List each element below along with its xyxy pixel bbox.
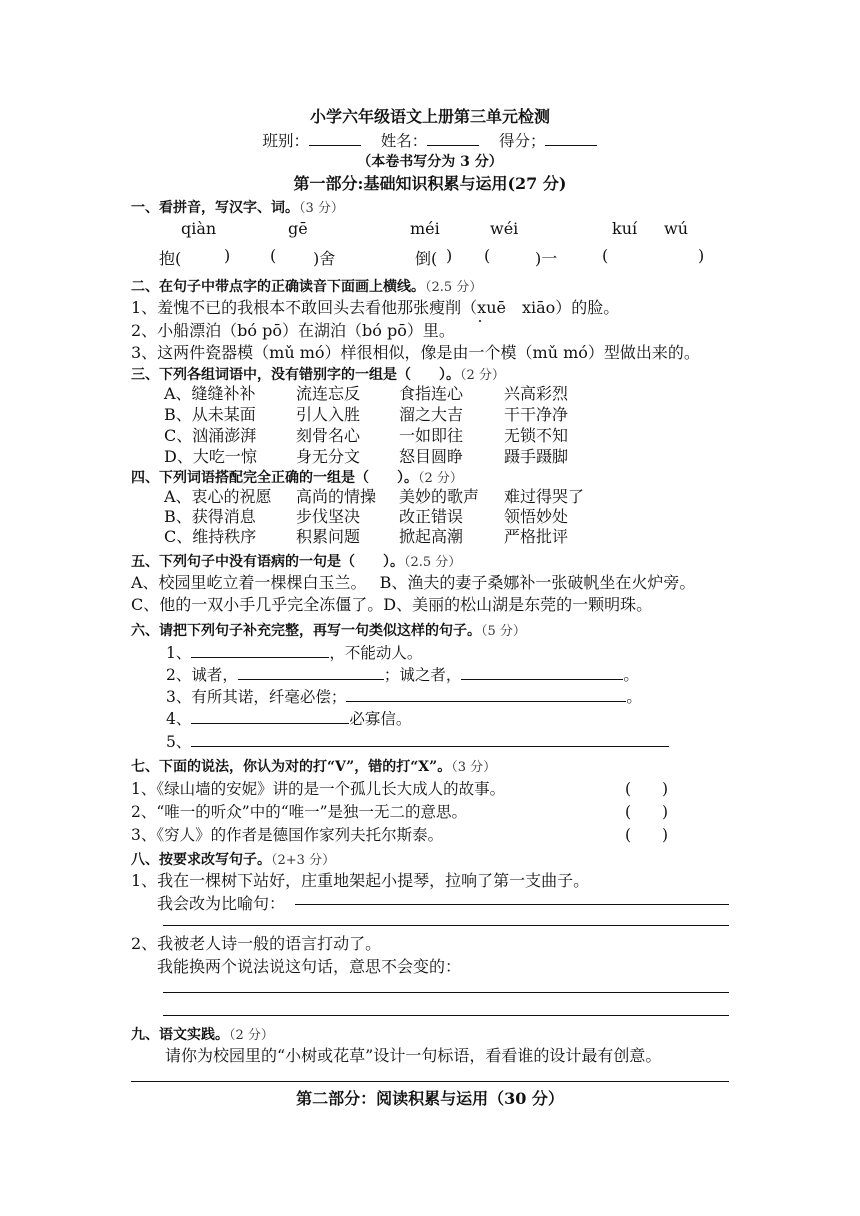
q4-heading [131,467,463,489]
q3-option-r1-c1: A、缝缝补补 [164,384,256,403]
q4-option-r1-c3: 美妙的歌声 [399,487,480,506]
q4-points: （2 分） [418,471,463,486]
q3-option-r4-c2: 身无分文 [296,447,361,466]
pinyin-wu: wú [664,219,688,238]
pinyin-kui: kuí [612,219,638,238]
q5-line-1: A、校园里屹立着一棵棵白玉兰。 B、渔夫的妻子桑娜补一张破帆坐在火炉旁。 [131,573,696,592]
q6-line-4 [166,708,411,729]
q3-option-r1-c3: 食指连心 [399,384,464,403]
q4-option-r1-c1: A、衷心的祝愿 [164,487,272,506]
q3-option-r3-c2: 刻骨名心 [296,426,361,445]
q9-points: （2 分） [229,1028,274,1043]
q6-line-2 [166,664,639,685]
q9-line-1: 请你为校园里的“小树或花草”设计一句标语，看看谁的设计最有创意。 [165,1046,662,1065]
q6-l2-text-a: 2、诚者， [166,666,238,684]
student-info-line [0,130,860,151]
writing-score-note: （本卷书写分为 3 分） [357,154,503,170]
pinyin-qian: qiàn [181,219,217,238]
q1-item-yi-open: ( [484,246,491,265]
pinyin-ge: gē [288,219,308,238]
q7-paren-2[interactable]: ( ) [625,803,669,821]
score-label: 得分； [498,132,546,150]
q6-l2-end: 。 [623,666,639,684]
q9-title: 九、语文实践。 [131,1027,229,1043]
q1-points: （3 分） [299,201,344,216]
q6-l3-text: 3、有所其诺，纤毫必偿； [166,688,347,706]
pinyin-mei: méi [410,219,440,238]
q4-option-r3-c2: 积累问题 [296,527,361,546]
q3-option-r3-c3: 一如即往 [399,426,464,445]
q1-item-she-open: ( [270,246,277,265]
q1-item-she-close: )舍 [313,249,336,268]
q8-line-2: 2、我被老人诗一般的语言打动了。 [131,934,382,953]
q3-option-r3-c1: C、汹涌澎湃 [164,426,257,445]
q8-line-1: 1、我在一棵树下站好，庄重地架起小提琴，拉响了第一支曲子。 [131,871,590,890]
q3-option-r2-c3: 溜之大吉 [399,405,464,424]
q9-heading [131,1024,274,1046]
q1-item-dao-close: ) [446,246,453,265]
q4-option-r2-c1: B、获得消息 [164,507,256,526]
q4-option-r1-c4: 难过得哭了 [504,487,585,506]
q6-line-5 [166,731,669,752]
score-blank [545,130,597,146]
q6-blank-2a[interactable] [238,664,384,680]
q1-item-last-open: ( [602,246,609,265]
q5-line-2: C、他的一双小手几乎完全冻僵了。D、美丽的松山湖是东莞的一颗明珠。 [131,595,653,614]
q5-title: 五、下列句子中没有语病的一句是（ ）。 [131,554,404,570]
q3-option-r2-c4: 干干净净 [504,405,569,424]
section-divider [131,1081,729,1082]
q6-l1-text: ，不能动人。 [329,644,423,662]
q3-points: （2 分） [460,368,505,383]
q2-heading [131,276,482,298]
q4-title: 四、下列词语搭配完全正确的一组是（ ）。 [131,470,418,486]
q8-points: （2+3 分） [271,853,336,868]
q2-line-2: 2、小船漂泊（bó pō）在湖泊（bó pō）里。 [131,321,455,340]
q6-points: （5 分） [481,624,526,639]
q2-title: 二、在句子中带点字的正确读音下面画上横线。 [131,279,425,295]
q6-blank-5[interactable] [191,731,669,747]
q2-line-3: 3、这两件瓷器模（mǔ mó）样很相似，像是由一个模（mǔ mó）型做出来的。 [131,343,700,362]
q6-blank-2b[interactable] [461,664,623,680]
q4-option-r2-c2: 步伐坚决 [296,507,361,526]
q3-option-r4-c4: 蹑手蹑脚 [504,447,569,466]
q6-blank-4[interactable] [191,708,349,724]
q3-option-r1-c4: 兴高彩烈 [504,384,569,403]
q3-title: 三、下列各组词语中，没有错别字的一组是（ ）。 [131,367,460,383]
pinyin-wei: wéi [490,219,519,238]
q7-line-2: 2、“唯一的听众”中的“唯一”是独一无二的意思。 [131,803,468,821]
q4-option-r2-c3: 改正错误 [399,507,464,526]
part2-heading: 第二部分：阅读积累与运用（30 分） [296,1089,564,1108]
q3-option-r2-c1: B、从未某面 [164,405,256,424]
q4-option-r2-c4: 领悟妙处 [504,507,569,526]
q6-l4-num: 4、 [166,710,192,728]
q2-line-1: 1、羞愧不已的我根本不敢回头去看他那张瘦削（xuē xiāo）的脸。 [131,298,620,317]
q7-paren-1[interactable]: ( ) [625,780,669,798]
q1-item-last-close: ) [698,246,705,265]
name-blank [427,130,479,146]
q6-l4-text: 必寡信。 [349,710,412,728]
emphasis-dot [479,320,481,322]
q3-option-r3-c4: 无锁不知 [504,426,569,445]
q3-option-r1-c2: 流连忘反 [296,384,361,403]
q7-paren-3[interactable]: ( ) [625,826,669,844]
q6-l2-text-b: ；诚之者， [383,666,462,684]
q7-line-1: 1、《绿山墙的安妮》讲的是一个孤儿长大成人的故事。 [131,780,506,798]
q8-answer-line-1b[interactable] [163,925,729,926]
class-label: 班别： [262,132,310,150]
q4-option-r3-c3: 掀起高潮 [399,527,464,546]
part1-heading: 第一部分:基础知识积累与运用(27 分) [293,174,567,193]
q5-heading [131,551,461,573]
q1-item-bao-close: ) [224,246,231,265]
q6-heading [131,620,526,642]
q1-title: 一、看拼音，写汉字、词。 [131,200,299,216]
q3-option-r2-c2: 引人入胜 [296,405,361,424]
q6-blank-1[interactable] [191,642,329,658]
q1-item-yi-close: )一 [535,249,558,268]
q6-l3-end: 。 [626,688,642,706]
exam-title: 小学六年级语文上册第三单元检测 [309,107,550,126]
q6-l5-num: 5、 [166,733,192,751]
q6-blank-3[interactable] [346,686,626,702]
q8-prompt-1: 我会改为比喻句： [157,894,286,913]
q4-option-r3-c4: 严格批评 [504,527,569,546]
q1-item-bao-open: 抱( [159,249,182,268]
q8-answer-line-1a[interactable] [295,904,729,905]
q4-option-r1-c2: 高尚的情操 [296,487,377,506]
q1-heading [131,197,344,219]
q4-option-r3-c1: C、维持秩序 [164,527,257,546]
q6-line-1 [166,642,422,663]
q7-points: （3 分） [451,760,497,775]
q3-option-r4-c1: D、大吃一惊 [164,447,257,466]
q6-line-3 [166,686,642,707]
q7-heading [131,756,496,778]
q7-line-3: 3、《穷人》的作者是德国作家列夫托尔斯泰。 [131,826,444,844]
q6-title: 六、请把下列句子补充完整，再写一句类似这样的句子。 [131,623,481,639]
q3-option-r4-c3: 怒目圆睁 [399,447,464,466]
q8-heading [131,849,335,871]
q3-heading [131,364,505,386]
q8-prompt-2: 我能换两个说法说这句话，意思不会变的： [157,957,462,976]
q1-item-dao-open: 倒( [415,249,438,268]
q8-title: 八、按要求改写句子。 [131,852,271,868]
q8-answer-line-2a[interactable] [163,992,729,993]
q2-points: （2.5 分） [425,280,483,295]
class-blank [309,130,361,146]
q5-points: （2.5 分） [404,555,462,570]
name-label: 姓名： [380,132,428,150]
q8-answer-line-2b[interactable] [163,1015,729,1016]
q7-title: 七、下面的说法，你认为对的打“V”，错的打“X”。 [131,759,452,775]
q6-l1-num: 1、 [166,644,192,662]
